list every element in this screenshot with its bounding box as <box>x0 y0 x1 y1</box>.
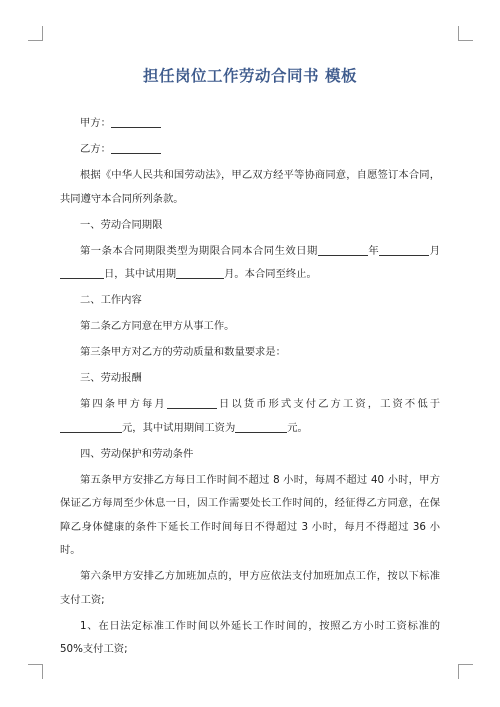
article-4-text: 第四条甲方每月 <box>80 398 167 410</box>
start-day-blank-part1[interactable] <box>60 266 74 279</box>
party-b-label: 乙方： <box>80 143 111 155</box>
intro-line-1: 根据《中华人民共和国劳动法》，甲乙双方经平等协商同意，自愿签订本合同， <box>80 169 440 181</box>
section-3-heading: 三、劳动报酬 <box>80 372 142 384</box>
crop-mark-bottom-right <box>458 664 473 679</box>
day-probation-label: 日，其中试用期 <box>104 268 177 280</box>
article-6: 第六条甲方安排乙方加班加点的，甲方应依法支付加班加点工作，按以下标准支付工资; <box>60 570 440 606</box>
month-label: 月 <box>429 244 441 257</box>
article-5: 第五条甲方安排乙方每日工作时间不超过 8 小时，每周不超过 40 小时，甲方保证乙方每周至少休息一日，因工作需要处长工作时间的，经征得乙方同意，在保障乙身体健康的条件下延长工作时间每日不得超过 3 小时，每月不得超过 36 小时。 <box>60 473 440 556</box>
article-1 <box>60 240 440 287</box>
article-3: 第三条甲方对乙方的劳动质量和数量要求是： <box>80 346 286 358</box>
probation-wage-text: 元，其中试用期间工资为 <box>122 421 236 434</box>
min-wage-blank[interactable] <box>60 420 122 433</box>
section-2-heading: 二、工作内容 <box>80 294 142 306</box>
party-a-blank[interactable] <box>111 115 161 128</box>
document-body <box>60 112 440 664</box>
start-year-blank[interactable] <box>318 243 368 256</box>
article-4 <box>60 393 440 440</box>
party-b-line <box>60 138 440 162</box>
section-1-heading: 一、劳动合同期限 <box>80 218 163 231</box>
start-day-blank-part2[interactable] <box>74 266 104 279</box>
probation-wage-blank[interactable] <box>235 420 287 433</box>
document-title: 担任岗位工作劳动合同书 模板 <box>143 67 357 85</box>
article-2: 第二条乙方同意在甲方从事工作。 <box>80 320 235 332</box>
crop-mark-top-left <box>28 26 43 41</box>
payday-blank[interactable] <box>167 396 217 409</box>
intro-line-2: 共同遵守本合同所列条款。 <box>60 192 184 205</box>
article-1-text: 第一条本合同期限类型为期限合同本合同生效日期 <box>80 244 318 257</box>
article-6-item-1: 1、在日法定标准工作时间以外延长工作时间的，按照乙方小时工资标准的 50%支付工资; <box>60 619 440 655</box>
section-4-heading: 四、劳动保护和劳动条件 <box>80 447 194 460</box>
article-1-end-text: 月。本合同至终止。 <box>224 268 317 280</box>
year-label: 年 <box>367 244 380 257</box>
probation-months-blank[interactable] <box>176 266 224 279</box>
intro-paragraph <box>60 164 440 211</box>
crop-mark-top-right <box>458 26 473 41</box>
crop-mark-bottom-left <box>28 664 43 679</box>
party-b-blank[interactable] <box>111 141 161 154</box>
party-a-label: 甲方： <box>80 117 111 129</box>
party-a-line <box>60 112 440 136</box>
min-wage-text: 日以货币形式支付乙方工资，工资不低于 <box>216 398 441 410</box>
start-month-blank[interactable] <box>379 243 429 256</box>
yuan-label: 元。 <box>287 421 308 434</box>
